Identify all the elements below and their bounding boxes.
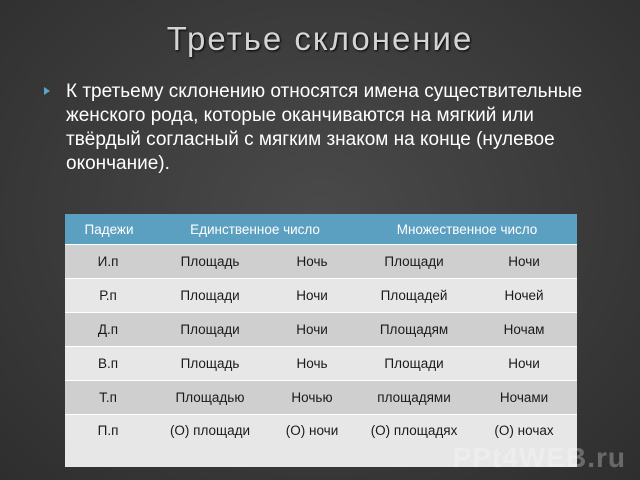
table-cell: Площади	[153, 279, 267, 313]
table-cell: Площади	[357, 245, 471, 279]
table-cell: площадями	[357, 381, 471, 415]
table-header-row	[65, 214, 577, 245]
table-row	[65, 313, 577, 347]
table-cell: Площадью	[153, 381, 267, 415]
case-cell: Д.п	[65, 313, 153, 347]
table-cell: Площадям	[357, 313, 471, 347]
watermark: PPt4WEB.ru	[452, 442, 626, 473]
table-cell: Ночи	[471, 245, 577, 279]
case-cell: Т.п	[65, 381, 153, 415]
table-row	[65, 347, 577, 381]
header-singular: Единственное число	[153, 214, 357, 245]
table-cell: Ночами	[471, 381, 577, 415]
case-cell: В.п	[65, 347, 153, 381]
table-cell: (О) площади	[153, 415, 267, 468]
table-cell: Площадей	[357, 279, 471, 313]
table-cell: Площади	[357, 347, 471, 381]
bullet-item	[44, 80, 604, 176]
table-cell: Ночи	[267, 279, 357, 313]
table-cell: (О) площадях	[357, 415, 471, 468]
table-cell: Ночь	[267, 245, 357, 279]
table-cell: Площадь	[153, 245, 267, 279]
table-cell: Ночей	[471, 279, 577, 313]
table-cell: Ночью	[267, 381, 357, 415]
triangle-bullet-icon	[44, 87, 50, 95]
slide-title: Третье склонение	[166, 20, 474, 57]
case-cell: Р.п	[65, 279, 153, 313]
table-cell: Ночь	[267, 347, 357, 381]
table-cell: Ночам	[471, 313, 577, 347]
table-row	[65, 245, 577, 279]
table-row	[65, 381, 577, 415]
declension-table	[65, 214, 577, 467]
header-cases: Падежи	[65, 214, 153, 245]
table-cell: (О) ночи	[267, 415, 357, 468]
table-cell: Площадь	[153, 347, 267, 381]
header-plural: Множественное число	[357, 214, 577, 245]
table-cell: (О) ночах	[471, 415, 577, 468]
table-row	[65, 279, 577, 313]
table-cell: Площади	[153, 313, 267, 347]
case-cell: И.п	[65, 245, 153, 279]
case-cell: П.п	[65, 415, 153, 468]
table-cell: Ночи	[267, 313, 357, 347]
table-cell: Ночи	[471, 347, 577, 381]
bullet-text: К третьему склонению относятся имена существительные женского рода, которые оканчиваются на мягкий или твёрдый согласный с мягким знаком на конце (нулевое окончание).	[66, 81, 583, 174]
